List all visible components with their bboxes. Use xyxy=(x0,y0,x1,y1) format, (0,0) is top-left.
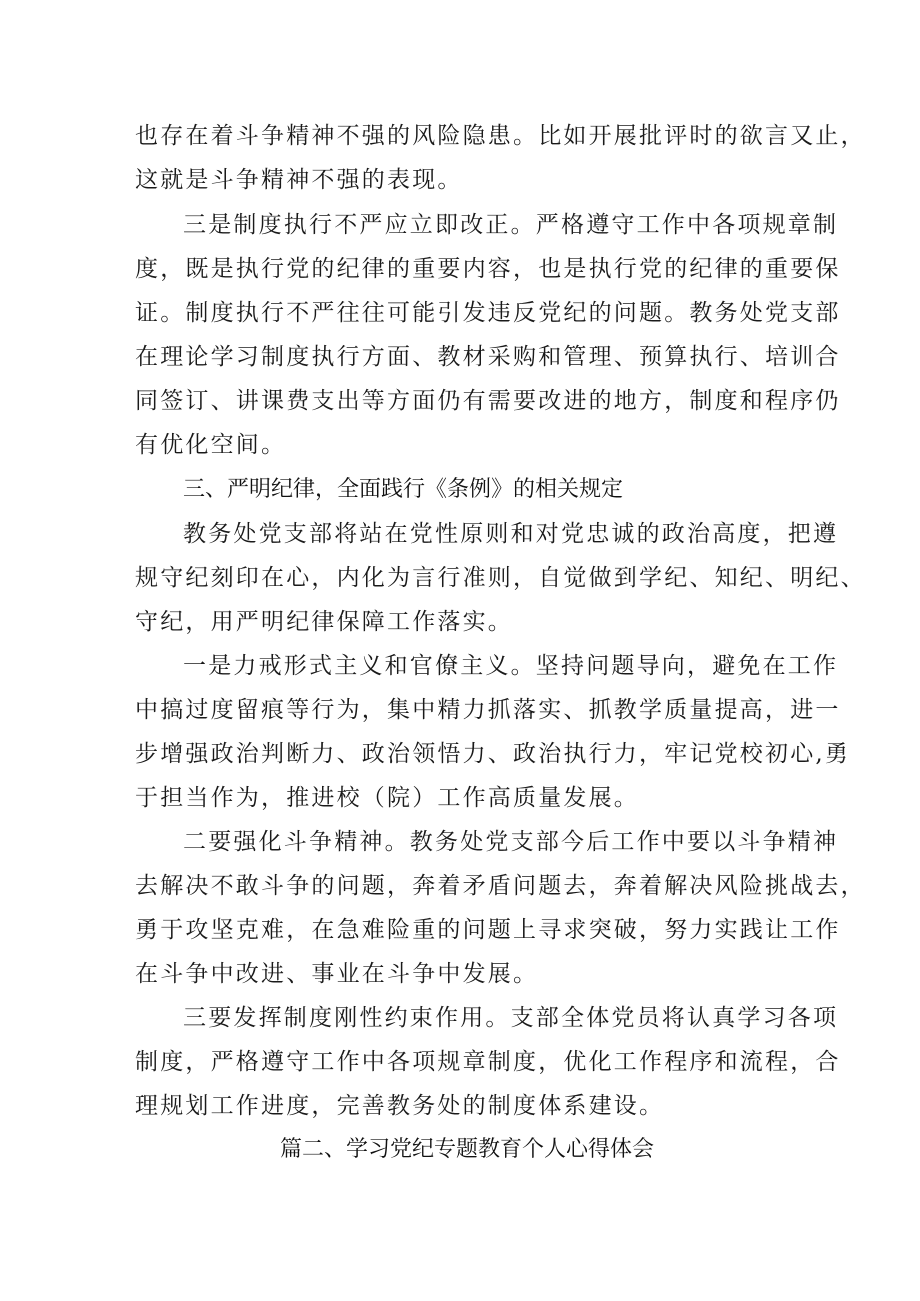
body-line: 理规划工作进度，完善教务处的制度体系建设。 xyxy=(135,1093,665,1119)
body-line: 教务处党支部将站在党性原则和对党忠诚的政治高度，把遵 xyxy=(183,521,839,547)
body-line: 一是力戒形式主义和官僚主义。坚持问题导向，避免在工作 xyxy=(183,653,839,679)
body-line: 证。制度执行不严往往可能引发违反党纪的问题。教务处党支部 xyxy=(135,300,841,326)
body-line: 三是制度执行不严应立即改正。严格遵守工作中各项规章制 xyxy=(183,212,839,238)
body-line: 度，既是执行党的纪律的重要内容，也是执行党的纪律的重要保 xyxy=(135,256,841,282)
body-line: 勇于攻坚克难，在急难险重的问题上寻求突破，努力实践让工作 xyxy=(135,917,841,943)
body-line: 守纪，用严明纪律保障工作落实。 xyxy=(135,609,513,635)
body-line: 有优化空间。 xyxy=(135,432,287,458)
article-title: 篇二、学习党纪专题教育个人心得体会 xyxy=(280,1137,655,1162)
body-line: 同签订、讲课费支出等方面仍有需要改进的地方，制度和程序仍 xyxy=(135,388,841,414)
body-line: 制度，严格遵守工作中各项规章制度，优化工作程序和流程，合 xyxy=(135,1049,841,1075)
body-line: 这就是斗争精神不强的表现。 xyxy=(135,167,463,193)
section-heading: 三、严明纪律，全面践行《条例》的相关规定 xyxy=(183,477,624,502)
body-line: 中搞过度留痕等行为，集中精力抓落实、抓教学质量提高，进一 xyxy=(135,697,841,723)
body-line: 在理论学习制度执行方面、教材采购和管理、预算执行、培训合 xyxy=(135,344,841,370)
body-line: 于担当作为，推进校（院）工作高质量发展。 xyxy=(135,785,639,811)
body-line: 二要强化斗争精神。教务处党支部今后工作中要以斗争精神 xyxy=(183,829,839,855)
body-line: 步增强政治判断力、政治领悟力、政治执行力，牢记党校初心,勇 xyxy=(135,741,851,767)
body-line: 三要发挥制度刚性约束作用。支部全体党员将认真学习各项 xyxy=(183,1005,839,1031)
body-line: 规守纪刻印在心，内化为言行准则，自觉做到学纪、知纪、明纪、 xyxy=(135,565,866,591)
body-line: 在斗争中改进、事业在斗争中发展。 xyxy=(135,961,539,987)
body-line: 去解决不敢斗争的问题，奔着矛盾问题去，奔着解决风险挑战去， xyxy=(135,873,866,899)
body-line: 也存在着斗争精神不强的风险隐患。比如开展批评时的欲言又止， xyxy=(135,123,866,149)
